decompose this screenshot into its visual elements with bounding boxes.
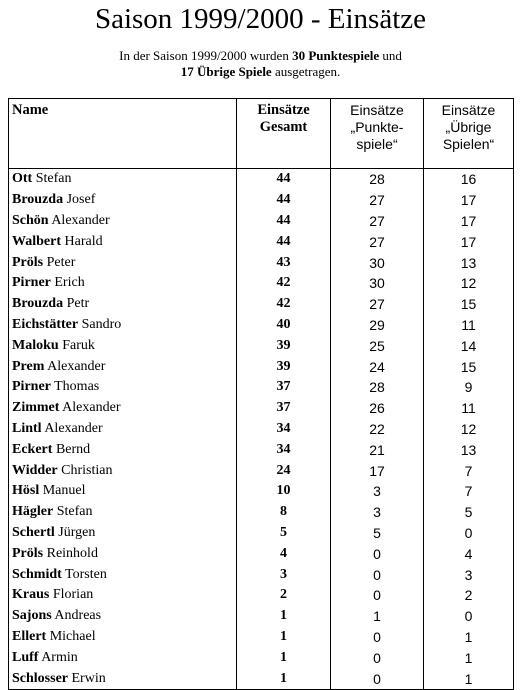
total-appearances-cell: 39 (237, 356, 331, 377)
table-row (9, 377, 514, 398)
player-last-name: Pirner (12, 379, 51, 395)
player-name-cell (9, 294, 237, 315)
player-last-name: Maloku (12, 337, 59, 353)
total-appearances-cell: 34 (237, 419, 331, 440)
player-first-name: Bernd (55, 441, 91, 457)
table-row (9, 273, 514, 294)
intro-part2: und (379, 48, 402, 63)
total-appearances-cell: 43 (237, 252, 331, 273)
punktespiele-cell: 30 (331, 252, 424, 273)
page-title: Saison 1999/2000 - Einsätze (94, 3, 427, 35)
player-name-cell (9, 377, 237, 398)
uebrige-spiele-cell: 17 (424, 231, 514, 252)
player-name-cell (9, 439, 237, 460)
punktespiele-cell: 0 (331, 543, 424, 564)
player-first-name: Jürgen (58, 524, 96, 540)
table-row (9, 647, 514, 668)
punktespiele-cell: 29 (331, 315, 424, 336)
punktespiele-cell: 21 (331, 439, 424, 460)
total-appearances-cell: 39 (237, 335, 331, 356)
player-name-cell (9, 460, 237, 481)
punktespiele-cell: 17 (331, 460, 424, 481)
uebrige-spiele-cell: 16 (424, 169, 514, 190)
total-appearances-cell: 24 (237, 460, 331, 481)
player-first-name: Sandro (81, 316, 122, 332)
table-row (9, 668, 514, 689)
player-name-cell (9, 252, 237, 273)
player-first-name: Peter (46, 254, 76, 270)
table-row (9, 335, 514, 356)
table-row (9, 439, 514, 460)
player-last-name: Pröls (12, 254, 44, 270)
player-name-cell (9, 627, 237, 648)
player-last-name: Schön (12, 212, 49, 228)
player-first-name: Erich (54, 275, 85, 291)
player-last-name: Schmidt (12, 566, 62, 582)
player-name-cell (9, 481, 237, 502)
punktespiele-cell: 3 (331, 502, 424, 523)
table-row (9, 564, 514, 585)
total-appearances-cell: 5 (237, 523, 331, 544)
player-first-name: Torsten (65, 566, 107, 582)
table-row (9, 190, 514, 211)
player-last-name: Eichstätter (12, 316, 79, 332)
player-first-name: Josef (66, 192, 96, 208)
player-first-name: Alexander (44, 420, 103, 436)
uebrige-spiele-cell: 4 (424, 543, 514, 564)
player-name-cell (9, 190, 237, 211)
uebrige-spiele-cell: 2 (424, 585, 514, 606)
player-first-name: Reinhold (46, 545, 98, 561)
punktespiele-cell: 3 (331, 481, 424, 502)
player-first-name: Armin (41, 649, 78, 665)
table-row (9, 252, 514, 273)
total-appearances-cell: 3 (237, 564, 331, 585)
player-last-name: Luff (12, 649, 39, 665)
player-first-name: Faruk (62, 337, 95, 353)
player-name-cell (9, 419, 237, 440)
punktespiele-cell: 27 (331, 190, 424, 211)
appearances-table (8, 98, 514, 690)
table-row (9, 211, 514, 232)
uebrige-spiele-cell: 17 (424, 190, 514, 211)
player-last-name: Pirner (12, 275, 51, 291)
player-last-name: Lintl (12, 420, 42, 436)
player-last-name: Ott (12, 171, 33, 187)
player-name-cell (9, 564, 237, 585)
total-appearances-cell: 1 (237, 647, 331, 668)
player-last-name: Widder (12, 462, 58, 478)
table-body (9, 169, 514, 690)
header-name: Name (9, 99, 237, 169)
header-punktespiele: Einsätze „Punkte- spiele“ (331, 99, 424, 169)
uebrige-spiele-cell: 5 (424, 502, 514, 523)
total-appearances-cell: 1 (237, 606, 331, 627)
uebrige-spiele-cell: 17 (424, 211, 514, 232)
player-first-name: Alexander (62, 400, 121, 416)
punktespiele-cell: 25 (331, 335, 424, 356)
player-name-cell (9, 273, 237, 294)
uebrige-spiele-cell: 0 (424, 606, 514, 627)
total-appearances-cell: 44 (237, 190, 331, 211)
player-last-name: Sajons (12, 608, 52, 624)
total-appearances-cell: 1 (237, 668, 331, 689)
table-row (9, 294, 514, 315)
table-row (9, 356, 514, 377)
player-name-cell (9, 523, 237, 544)
uebrige-spiele-cell: 11 (424, 398, 514, 419)
total-appearances-cell: 37 (237, 377, 331, 398)
uebrige-spiele-cell: 3 (424, 564, 514, 585)
player-name-cell (9, 169, 237, 190)
uebrige-spiele-cell: 12 (424, 273, 514, 294)
player-last-name: Zimmet (12, 400, 60, 416)
player-first-name: Alexander (51, 212, 110, 228)
player-name-cell (9, 335, 237, 356)
table-row (9, 398, 514, 419)
player-last-name: Schlosser (12, 670, 68, 686)
player-last-name: Brouzda (12, 192, 64, 208)
uebrige-spiele-cell: 12 (424, 419, 514, 440)
punktespiele-cell: 22 (331, 419, 424, 440)
table-row (9, 169, 514, 190)
punktespiele-cell: 27 (331, 231, 424, 252)
player-name-cell (9, 315, 237, 336)
player-name-cell (9, 231, 237, 252)
player-last-name: Eckert (12, 441, 53, 457)
total-appearances-cell: 42 (237, 273, 331, 294)
uebrige-spiele-cell: 0 (424, 523, 514, 544)
punktespiele-cell: 30 (331, 273, 424, 294)
player-first-name: Alexander (47, 358, 106, 374)
uebrige-spiele-cell: 14 (424, 335, 514, 356)
uebrige-spiele-cell: 1 (424, 647, 514, 668)
table-row (9, 606, 514, 627)
player-first-name: Michael (49, 628, 96, 644)
player-name-cell (9, 647, 237, 668)
table-row (9, 523, 514, 544)
punktespiele-cell: 24 (331, 356, 424, 377)
total-appearances-cell: 40 (237, 315, 331, 336)
punktespiele-cell: 0 (331, 627, 424, 648)
table-row (9, 502, 514, 523)
total-appearances-cell: 10 (237, 481, 331, 502)
header-uebrige-spiele: Einsätze „Übrige Spielen“ (424, 99, 514, 169)
player-first-name: Florian (52, 587, 94, 603)
uebrige-spiele-cell: 9 (424, 377, 514, 398)
total-appearances-cell: 42 (237, 294, 331, 315)
intro-bold-punktespiele: 30 Punktespiele (292, 48, 380, 63)
player-last-name: Hösl (12, 483, 40, 499)
uebrige-spiele-cell: 7 (424, 481, 514, 502)
total-appearances-cell: 2 (237, 585, 331, 606)
punktespiele-cell: 27 (331, 211, 424, 232)
player-last-name: Walbert (12, 233, 61, 249)
player-first-name: Christian (61, 462, 113, 478)
player-last-name: Hägler (12, 504, 54, 520)
player-first-name: Andreas (54, 608, 102, 624)
uebrige-spiele-cell: 15 (424, 356, 514, 377)
table-row (9, 585, 514, 606)
total-appearances-cell: 44 (237, 169, 331, 190)
table-row (9, 315, 514, 336)
table-row (9, 460, 514, 481)
punktespiele-cell: 5 (331, 523, 424, 544)
total-appearances-cell: 44 (237, 231, 331, 252)
player-name-cell (9, 543, 237, 564)
player-last-name: Pröls (12, 545, 44, 561)
punktespiele-cell: 0 (331, 647, 424, 668)
player-name-cell (9, 668, 237, 689)
punktespiele-cell: 0 (331, 564, 424, 585)
player-first-name: Erwin (71, 670, 106, 686)
intro-bold-uebrige: 17 Übrige Spiele (180, 64, 272, 79)
table-row (9, 481, 514, 502)
player-last-name: Kraus (12, 587, 50, 603)
player-first-name: Stefan (35, 171, 72, 187)
total-appearances-cell: 44 (237, 211, 331, 232)
player-name-cell (9, 606, 237, 627)
table-row (9, 231, 514, 252)
uebrige-spiele-cell: 13 (424, 439, 514, 460)
table-row (9, 419, 514, 440)
punktespiele-cell: 28 (331, 169, 424, 190)
player-last-name: Schertl (12, 524, 55, 540)
table-header-row (9, 99, 514, 169)
player-name-cell (9, 585, 237, 606)
player-last-name: Ellert (12, 628, 47, 644)
player-name-cell (9, 356, 237, 377)
uebrige-spiele-cell: 1 (424, 668, 514, 689)
punktespiele-cell: 1 (331, 606, 424, 627)
player-last-name: Prem (12, 358, 45, 374)
intro-text (0, 48, 521, 80)
uebrige-spiele-cell: 7 (424, 460, 514, 481)
punktespiele-cell: 28 (331, 377, 424, 398)
uebrige-spiele-cell: 13 (424, 252, 514, 273)
intro-part1: In der Saison 1999/2000 wurden (119, 48, 293, 63)
intro-part3: ausgetragen. (271, 64, 341, 79)
uebrige-spiele-cell: 15 (424, 294, 514, 315)
player-first-name: Petr (66, 296, 90, 312)
player-first-name: Thomas (54, 379, 100, 395)
total-appearances-cell: 4 (237, 543, 331, 564)
punktespiele-cell: 27 (331, 294, 424, 315)
total-appearances-cell: 37 (237, 398, 331, 419)
table-row (9, 627, 514, 648)
punktespiele-cell: 0 (331, 585, 424, 606)
total-appearances-cell: 34 (237, 439, 331, 460)
player-name-cell (9, 398, 237, 419)
player-first-name: Manuel (42, 483, 86, 499)
punktespiele-cell: 0 (331, 668, 424, 689)
player-last-name: Brouzda (12, 296, 64, 312)
uebrige-spiele-cell: 11 (424, 315, 514, 336)
player-first-name: Harald (64, 233, 103, 249)
uebrige-spiele-cell: 1 (424, 627, 514, 648)
player-name-cell (9, 502, 237, 523)
punktespiele-cell: 26 (331, 398, 424, 419)
player-first-name: Stefan (56, 504, 93, 520)
table-row (9, 543, 514, 564)
total-appearances-cell: 1 (237, 627, 331, 648)
player-name-cell (9, 211, 237, 232)
header-total: Einsätze Gesamt (237, 99, 331, 169)
total-appearances-cell: 8 (237, 502, 331, 523)
